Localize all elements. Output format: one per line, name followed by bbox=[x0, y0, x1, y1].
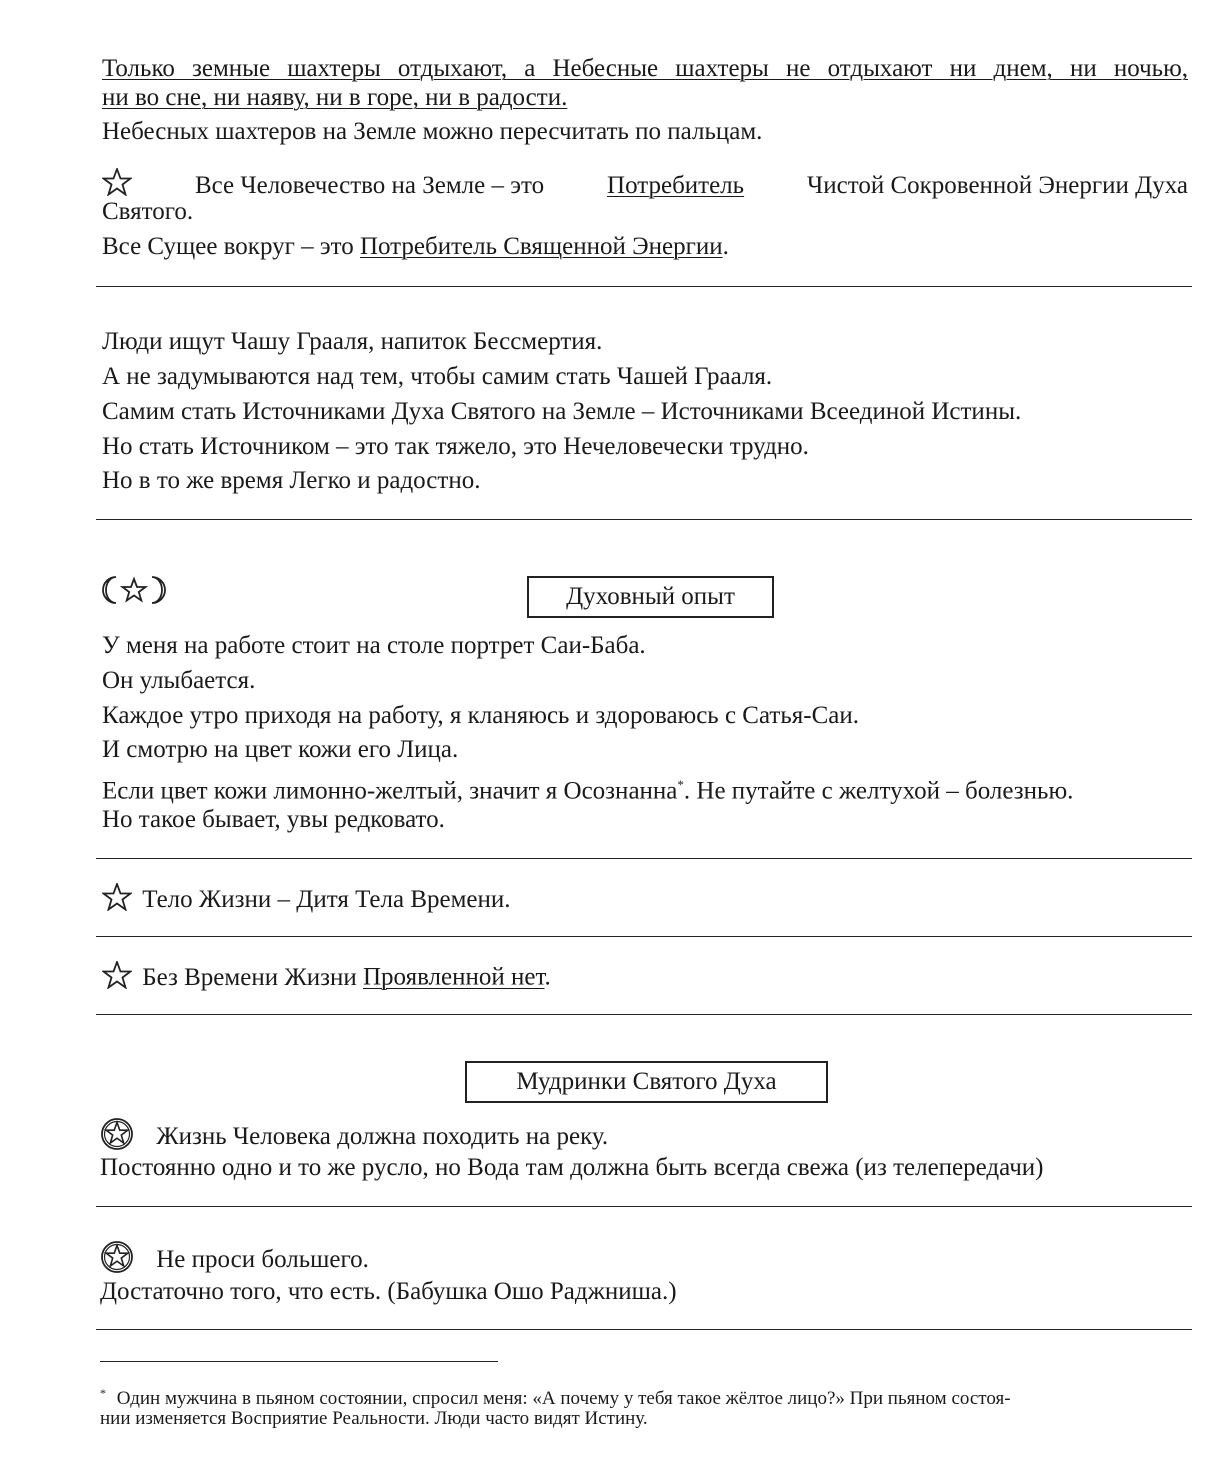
circled-star-icon bbox=[100, 1240, 134, 1282]
text-line: Постоянно одно и то же русло, но Вода там должна быть всегда свежа (из телепередачи) bbox=[100, 1154, 1044, 1181]
underlined-text: Потребитель Священной Энергии bbox=[359, 233, 723, 260]
footnote-marker: * bbox=[100, 1386, 106, 1400]
divider bbox=[96, 1329, 1192, 1330]
underlined-text: Потребитель bbox=[607, 172, 745, 199]
underlined-text: Проявленной нет bbox=[363, 963, 545, 991]
text-line: И смотрю на цвет кожи его Лица. bbox=[102, 736, 459, 763]
section-heading: Мудринки Святого Духа bbox=[465, 1061, 828, 1103]
text-fragment: Если цвет кожи лимонно-желтый, значит я Осознанна bbox=[102, 777, 678, 805]
divider bbox=[96, 519, 1192, 520]
text-line bbox=[102, 232, 729, 262]
footnote-separator bbox=[100, 1361, 498, 1362]
text-fragment: Чистой Сокровенной Энергии Духа bbox=[807, 172, 1188, 199]
text-line: Святого. bbox=[102, 198, 194, 225]
footnote-text: нии изменяется Восприятие Реальности. Люди часто видят Истину. bbox=[100, 1408, 648, 1429]
text-fragment: . Не путайте с желтухой – болезнью. bbox=[683, 777, 1074, 805]
text-line bbox=[102, 883, 511, 919]
moon-star-icon bbox=[100, 574, 168, 611]
divider bbox=[96, 936, 1192, 937]
text-line: Но стать Источником – это так тяжело, это Нечеловечески трудно. bbox=[102, 433, 809, 460]
text-line: Самим стать Источниками Духа Святого на Земле – Источниками Всеединой Истины. bbox=[102, 398, 1022, 425]
text-line bbox=[100, 1240, 369, 1282]
footnote bbox=[100, 1406, 648, 1432]
star-outline-icon bbox=[102, 883, 132, 919]
text-line: ни во сне, ни наяву, ни в горе, ни в радости. bbox=[102, 84, 568, 111]
text-line: У меня на работе стоит на столе портрет Саи-Баба. bbox=[102, 632, 646, 659]
text-line: Только земные шахтеры отдыхают, а Небесные шахтеры не отдыхают ни днем, ни ночью, bbox=[102, 55, 1188, 82]
section-heading: Духовный опыт bbox=[527, 576, 774, 618]
text-fragment: Все Человечество на Земле – это bbox=[194, 172, 545, 199]
text-line: Каждое утро приходя на работу, я кланяюсь и здороваюсь с Сатья-Саи. bbox=[102, 702, 859, 729]
text-line bbox=[102, 961, 551, 997]
text-fragment: Все Сущее вокруг – это bbox=[102, 233, 354, 260]
text-fragment: Не проси большего. bbox=[156, 1245, 369, 1273]
text-fragment: Без Времени Жизни bbox=[142, 963, 357, 991]
text-line: Достаточно того, что есть. (Бабушка Ошо Раджниша.) bbox=[100, 1278, 677, 1305]
text-line: Он улыбается. bbox=[102, 667, 256, 694]
text-line: Небесных шахтеров на Земле можно пересчитать по пальцам. bbox=[102, 118, 763, 145]
footnote-marker[interactable]: * bbox=[677, 777, 684, 792]
text-line bbox=[102, 168, 1188, 204]
text-line bbox=[102, 770, 1073, 806]
text-fragment: Жизнь Человека должна походить на реку. bbox=[156, 1122, 609, 1150]
divider bbox=[96, 858, 1192, 859]
text-line: Люди ищут Чашу Грааля, напиток Бессмертия. bbox=[102, 328, 603, 355]
divider bbox=[96, 286, 1192, 287]
text-fragment: Тело Жизни – Дитя Тела Времени. bbox=[142, 885, 511, 913]
text-fragment: . bbox=[722, 233, 729, 260]
text-fragment: . bbox=[544, 963, 551, 991]
text-line: Но в то же время Легко и радостно. bbox=[102, 467, 481, 494]
text-line: А не задумываются над тем, чтобы самим стать Чашей Грааля. bbox=[102, 363, 773, 390]
divider bbox=[96, 1014, 1192, 1015]
divider bbox=[96, 1206, 1192, 1207]
text-line: Но такое бывает, увы редковато. bbox=[102, 806, 445, 833]
footnote-text: Один мужчина в пьяном состоянии, спросил меня: «А почему у тебя такое жёлтое лицо?» При пьяном состоя- bbox=[116, 1388, 1011, 1410]
star-outline-icon bbox=[102, 961, 132, 997]
